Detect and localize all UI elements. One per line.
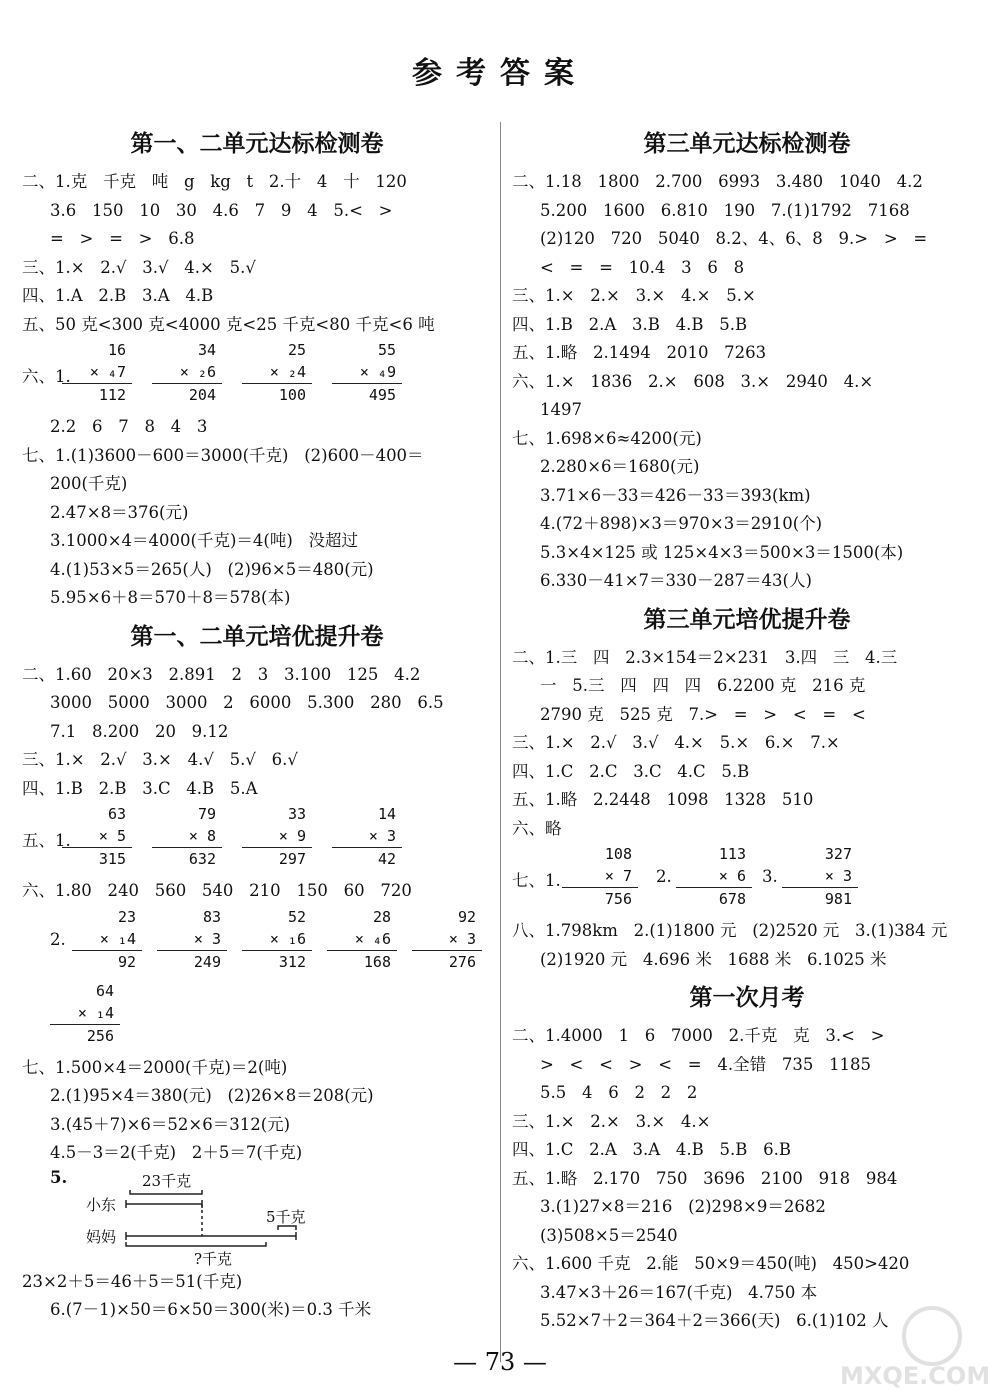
answer-line: 二、1.4000 1 6 7000 2.千克 克 3.< > <box>512 1026 885 1045</box>
answer-line: 四、1.C 2.A 3.A 4.B 5.B 6.B <box>512 1140 791 1159</box>
vertical-multiplication: 23 × ₁4 92 <box>72 906 142 973</box>
answer-line: 二、1.18 1800 2.700 6993 3.480 1040 4.2 <box>512 172 923 191</box>
vertical-multiplication: 63 × 5 315 <box>62 803 132 870</box>
answer-line: 四、1.B 2.B 3.C 4.B 5.A <box>22 778 258 798</box>
column-divider <box>500 122 501 1362</box>
page-number-value: 73 <box>484 1348 516 1376</box>
answer-line: 4.(1)53×5＝265(人) (2)96×5＝480(元) <box>50 559 374 579</box>
vertical-multiplication-row <box>22 339 492 413</box>
answer-line: 七、1.698×6≈4200(元) <box>512 428 702 448</box>
watermark-logo <box>812 1300 992 1390</box>
vertical-multiplication: 327 × 3 981 <box>782 843 858 910</box>
vertical-multiplication: 52 × ₁6 312 <box>242 906 312 973</box>
watermark-text: MXQE.COM <box>840 1362 991 1390</box>
vertical-multiplication: 92 × 3 276 <box>412 906 482 973</box>
page-number: — 73 — <box>453 1348 547 1376</box>
answer-line: 3.1000×4＝4000(千克)＝4(吨) 没超过 <box>50 531 359 550</box>
answer-line: 三、1.× 2.√ 3.√ 4.× 5.√ <box>22 257 256 277</box>
question-number: 3. <box>762 867 778 886</box>
answer-line: 四、1.C 2.C 3.C 4.C 5.B <box>512 761 750 781</box>
diagram-label: 23千克 <box>142 1171 192 1190</box>
answer-line: 六、略 <box>512 818 562 838</box>
answer-line: 2.280×6＝1680(元) <box>540 457 700 476</box>
question-number: 七、1. <box>512 871 561 890</box>
answer-line: 四、1.A 2.B 3.A 4.B <box>22 286 214 305</box>
question-number: 2. <box>656 867 672 886</box>
answer-line: 五、50 克<300 克<4000 克<25 千克<80 千克<6 吨 <box>22 314 435 334</box>
vertical-multiplication: 108 × 7 756 <box>562 843 638 910</box>
answer-line: 三、1.× 2.× 3.× 4.× 5.× <box>512 286 756 305</box>
diagram-label: 小东 <box>86 1195 117 1214</box>
right-column <box>512 120 982 1336</box>
answer-line: 五、1.略 2.2448 1098 1328 510 <box>512 790 814 809</box>
answer-line: 2790 克 525 克 7.> = > < = < <box>540 704 866 724</box>
answer-line: 二、1.60 20×3 2.891 2 3 3.100 125 4.2 <box>22 664 421 684</box>
answer-line: 四、1.B 2.A 3.B 4.B 5.B <box>512 314 748 334</box>
answer-line: 200(千克) <box>50 474 128 493</box>
answer-line: 6.(7－1)×50＝6×50＝300(米)＝0.3 千米 <box>50 1300 372 1319</box>
diagram-lines <box>22 1168 322 1268</box>
section-heading: 第一、二单元培优提升卷 <box>130 623 384 650</box>
vertical-multiplication-row <box>512 843 982 917</box>
answer-line: 六、1.× 1836 2.× 608 3.× 2940 4.× <box>512 371 874 391</box>
answer-line: 5.200 1600 6.810 190 7.(1)1792 7168 <box>540 200 910 220</box>
answer-line: < = = 10.4 3 6 8 <box>540 257 745 277</box>
answer-line: 7.1 8.200 20 9.12 <box>50 721 229 741</box>
vertical-multiplication: 16 × ₄7 112 <box>62 339 132 406</box>
answer-line: 3000 5000 3000 2 6000 5.300 280 6.5 <box>50 693 444 712</box>
answer-line: 2.(1)95×4＝380(元) (2)26×8＝208(元) <box>50 1086 374 1105</box>
section-heading: 第三单元培优提升卷 <box>643 606 851 633</box>
answer-line: 5.3×4×125 或 125×4×3＝500×3＝1500(本) <box>540 542 904 562</box>
diagram-label: 妈妈 <box>86 1227 117 1246</box>
answer-line: 二、1.克 千克 吨 g kg t 2.十 4 十 120 <box>22 172 407 191</box>
vertical-multiplication-row <box>22 906 492 980</box>
section-heading: 第一次月考 <box>689 985 805 1011</box>
diagram-label: ?千克 <box>194 1249 233 1268</box>
answer-line: 3.71×6－33＝426－33＝393(km) <box>540 485 811 505</box>
answer-line: 七、1.500×4＝2000(千克)＝2(吨) <box>22 1057 288 1077</box>
answer-line: 六、1.80 240 560 540 210 150 60 720 <box>22 881 412 900</box>
answer-line: (2)1920 元 4.696 米 1688 米 6.1025 米 <box>540 949 887 969</box>
answer-line: 4.5－3＝2(千克) 2＋5＝7(千克) <box>50 1143 303 1162</box>
answer-line: 5.52×7＋2＝364＋2＝366(天) 6.(1)102 人 <box>540 1311 889 1330</box>
answer-line: 三、1.× 2.√ 3.√ 4.× 5.× 6.× 7.× <box>512 733 840 752</box>
answer-line: 3.47×3＋26＝167(千克) 4.750 本 <box>540 1282 818 1302</box>
vertical-multiplication: 113 × 6 678 <box>676 843 752 910</box>
answer-line: (2)120 720 5040 8.2、4、6、8 9.> > = <box>540 229 928 248</box>
answer-line: (3)508×5＝2540 <box>540 1225 678 1245</box>
answer-line: 1497 <box>540 400 582 419</box>
answer-line: 23×2＋5＝46＋5＝51(千克) <box>22 1271 243 1291</box>
section-heading: 第一、二单元达标检测卷 <box>130 131 384 157</box>
answer-line: 五、1.略 2.1494 2010 7263 <box>512 343 767 362</box>
vertical-multiplication: 33 × 9 297 <box>242 803 312 870</box>
answer-line: 六、1.600 千克 2.能 50×9＝450(吨) 450>420 <box>512 1254 910 1273</box>
section-heading: 第三单元达标检测卷 <box>643 131 851 157</box>
answer-line: 5.5 4 6 2 2 2 <box>540 1083 698 1102</box>
answer-line: 3.(1)27×8＝216 (2)298×9＝2682 <box>540 1197 826 1216</box>
answer-line: 3.(45＋7)×6＝52×6＝312(元) <box>50 1114 291 1134</box>
answer-line: 三、1.× 2.√ 3.× 4.√ 5.√ 6.√ <box>22 750 298 769</box>
answer-line: = > = > 6.8 <box>50 229 195 248</box>
question-number: 五、1. <box>22 831 71 850</box>
question-number: 5. <box>50 1167 68 1187</box>
vertical-multiplication: 64 × ₁4 256 <box>50 980 120 1047</box>
vertical-multiplication: 83 × 3 249 <box>157 906 227 973</box>
vertical-multiplication: 25 × ₂4 100 <box>242 339 312 406</box>
vertical-multiplication: 14 × 3 42 <box>332 803 402 870</box>
watermark-icon <box>812 1300 992 1390</box>
vertical-multiplication: 79 × 8 632 <box>152 803 222 870</box>
answer-line: 三、1.× 2.× 3.× 4.× <box>512 1111 711 1131</box>
vertical-multiplication: 28 × ₄6 168 <box>327 906 397 973</box>
answer-line: > < < > < = 4.全错 735 1185 <box>540 1054 872 1074</box>
answer-line: 五、1.略 2.170 750 3696 2100 918 984 <box>512 1168 898 1188</box>
answer-line: 八、1.798km 2.(1)1800 元 (2)2520 元 3.(1)384 元 <box>512 921 948 940</box>
left-column <box>22 120 492 1325</box>
answer-line: 4.(72＋898)×3＝970×3＝2910(个) <box>540 514 823 533</box>
diagram-label: 5千克 <box>266 1207 306 1226</box>
vertical-multiplication: 34 × ₂6 204 <box>152 339 222 406</box>
vertical-multiplication: 55 × ₄9 495 <box>332 339 402 406</box>
vertical-multiplication-row <box>22 803 492 877</box>
answer-line: 2.47×8＝376(元) <box>50 502 189 522</box>
line-segment-diagram <box>22 1168 492 1268</box>
answer-line: 七、1.(1)3600－600＝3000(千克) (2)600－400＝ <box>22 445 424 465</box>
question-number: 六、1. <box>22 367 71 386</box>
answer-line: 一 5.三 四 四 四 6.2200 克 216 克 <box>540 676 866 695</box>
page-title: 参考答案 <box>412 56 588 91</box>
vertical-multiplication-row <box>22 980 492 1054</box>
answer-line: 6.330－41×7＝330－287＝43(人) <box>540 571 812 590</box>
answer-line: 3.6 150 10 30 4.6 7 9 4 5.< > <box>50 200 393 220</box>
question-number: 2. <box>50 929 66 949</box>
answer-line: 二、1.三 四 2.3×154＝2×231 3.四 三 4.三 <box>512 647 898 667</box>
answer-line: 5.95×6＋8＝570＋8＝578(本) <box>50 588 291 607</box>
answer-line: 2.2 6 7 8 4 3 <box>50 417 208 436</box>
